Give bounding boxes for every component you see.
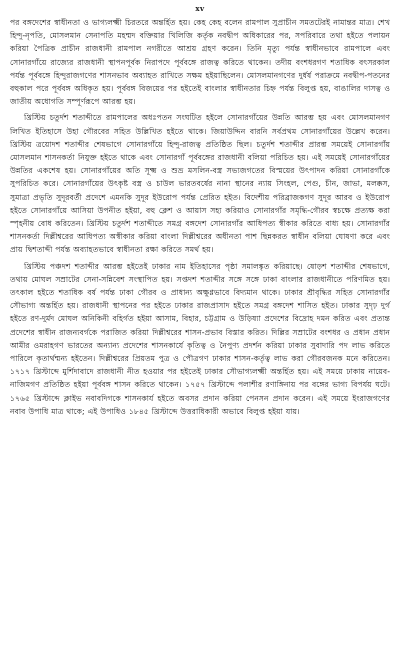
paragraph-3: খ্রিস্টিয় পঞ্চদশ শতাব্দীর আরম্ভ হইতেই ঢাকার নাম ইতিহাসের পৃষ্ঠা সমালঙ্কৃত করিয়াছে। ষোড়শ শতাব্দীর শেষভাগে, তথায় মোঘল সম্রাটের সেনা-সন্নিবেশ সংস্থাপিত হয়। সপ্তদশ শতাব্দীর সঙ্গে সঙ্গে ঢাকা বাংলার রাজধানীতে পরিণমিত হয়। তৎকাল হইতে শতাধিক বর্ষ পর্যন্ত ঢাকা গৌরব ও প্রাধান্য অক্ষুণ্ণভাবে বিদ্যমান থাকে। ঢাকার শ্রীবৃদ্ধির সহিত সোনারগাঁর সৌভাগ্য অন্তর্হিত হয়। রাজধানী স্থাপনের পর হইতে ঢাকার রাজপ্রাসাদ হইতে সমগ্র বঙ্গদেশ শাসিত হইত। ঢাকার সুদৃঢ় দুর্গ হইতে রণ-দুর্মদ মোঘল অনিকিনী বহির্গত হইয়া আসাম, বিহার, চট্টগ্রাম ও উড়িষ্যা প্রদেশের বিদ্রোহ দমন করিত এবং প্রত্যন্ত প্রদেশের স্বাধীন রাজন্যবর্গকে পরাজিত করিয়া দিল্লীশ্বরের শাসন-প্রভাব বিস্তার করিত। দিল্লির সম্রাটের বংশধর ও প্রধান প্রধান আমীর ওমরাহগণ ভারতের অন্যান্য প্রদেশের শাসনকার্যে কৃতিত্ব ও নৈপুণ্য প্রদর্শন করিয়া ঢাকার সুবাদারি পদ লাভ করিতে পারিলে কৃতার্থম্মন্য হইতেন। দিল্লীশ্বরের প্রিয়তম পুত্র ও পৌত্রগণ ঢাকার শাসন-কর্তৃত্ব লাভ করা গৌরবজনক মনে করিতেন। ১৭১৭ খ্রিস্টাব্দে মুর্শিদাবাদে রাজধানী নীত হওয়ার পর হইতেই ঢাকার সৌভাগ্যলক্ষ্মী অন্তর্হিত হয়। এই সময়ে ঢাকায় নায়েব-নাজিমগণ প্রতিষ্ঠিত হইয়া পূর্ববঙ্গ শাসন করিতে থাকেন। ১৭৫৭ খ্রিস্টাব্দে পলাশীর রণাঙ্গিনায় পর বঙ্গের ভাগ্য বিপর্যয় ঘটে। ১৭৬৫ খ্রিস্টাব্দে ক্লাইভ নবাবদিগকে শাসনকার্য হইতে অবসর প্রদান করিয়া পেনসন প্রদান করেন। এই সময়ে ইংরাজগণের নবাব উপাধি মাত্র থাকে; এই উপাধিও ১৮৪৫ খ্রিস্টাব্দে উত্তরাধিকারী অভাবে বিলুপ্ত হইয়া যায়।	[10, 261, 390, 416]
page-number: xv	[195, 4, 205, 13]
paragraph-2: খ্রিস্টিয় চতুর্দশ শতাব্দীতে রামপালের অধঃপতন সংঘটিত হইলে সোনারগাঁয়ের উন্নতি আরম্ভ হয় এবং মোসলমানগণ লিখিত ইতিহাসে উহা গৌরবের সহিত উল্লিখিত হইতে থাকে। জিয়াউদ্দিন বারনি সর্বপ্রথম সোনারগাঁয়ের উল্লেখ করেন। খ্রিস্টিয় ত্রয়োদশ শতাব্দীর শেষভাগে সোনারগাঁয়ে হিন্দু-রাজত্ব প্রতিষ্ঠিত ছিল। চতুর্দশ শতাব্দীর প্রারম্ভ সময়েই সোনারগাঁয় মোসলমান শাসনকর্তা নিযুক্ত হইতে থাকে এবং সোনারগাঁ পূর্ববঙ্গের রাজধানী বলিয়া পরিচিত হয়। এই সময়েই সোনারগাঁয়ের উন্নতির একশেষ হয়। সোনারগাঁয়ের অতি সূক্ষ্ম ও শুভ্র মসলিন-বস্ত্র সভ্যজগতের বিস্ময়ের উৎপাদন করিয়া সোনারগাঁকে সুপরিচিত করে। সোনারগাঁয়ের উৎকৃষ্ট বস্ত্র ও চাউল ভারতবর্ষের নানা স্থানের ন্যায় সিংহল, পেগু, চীন, জাভা, মলক্কস, সুমাত্রা প্রভৃতি সুদূরবর্তী প্রদেশে এমনকি সুদূর ইউরোপ পর্যন্ত প্রেরিত হইত। বিদেশীয় পরিব্রাজকগণ সুদূর আরব ও ইউরোপ হইতে সোনারগাঁয়ে আসিয়া উপনীত হইয়া, বহু ক্লেশ ও আয়াস সহ্য করিয়াও সোনারগাঁর সমৃদ্ধি-গৌরব স্বচক্ষে প্রত্যক্ষ করা স্পৃহনীয় বোধ করিতেন। খ্রিস্টিয় চতুর্দশ শতাব্দীতে সমগ্র বঙ্গদেশ সোনারগাঁর আধিপত্য স্বীকার করিতে বাধ্য হয়। সোনারগাঁর শাসনকর্তা দিল্লীশ্বরের আধিপত্য অস্বীকার করিয়া বাংলা দিল্লীশ্বরের অধীনতা পাশ ছিন্নকরত স্বাধীন বলিয়া ঘোষণা করে এবং প্রায় দ্বিশতাব্দী পর্যন্ত অব্যাহতভাবে স্বাধীনতা রক্ষা করিতে সমর্থ হয়।	[10, 113, 390, 255]
paragraph-1: পর বঙ্গদেশের স্বাধীনতা ও ভাগ্যলক্ষ্মী চিরতরে অন্তর্হিত হয়। কেহ কেহ বলেন রামপাল সুপ্রাচীন সমতটেরই নামান্তর মাত্র। শেখ হিন্দু-নৃপতি, মোসলমান সেনাপতি মহম্মদ বক্তিয়ার খিলিজি কর্তৃক নবদ্বীপ অধিকারের পর, সপরিবারে তথা হইতে পলায়ন করিয়া পৈত্রিক প্রাচীন রাজধানী রামপাল নগরীতে আশ্রয় গ্রহণ করেন। তিনি মৃত্যু পর্যন্ত স্বাধীনভাবে রামপালে এবং সোনারগাঁয়ে রাজ্যের রাজধানী স্থাপনপূর্বক নিরাপদে পূর্ববঙ্গে রাজত্ব করিতে থাকেন। তদীয় বংশধরগণ শতাধিক বৎসরকাল পর্যন্ত পূর্ববঙ্গে হিন্দুরাজগণের শাসনভাব অব্যাহত রাখিতে সক্ষম হইয়াছিলেন। মোসলমানগণের দুর্ধর্ষ পরাক্রমে নবদ্বীপ-পতনের বহুকাল পরে পূর্ববঙ্গ অধিকৃত হয়। পূর্ববঙ্গ বিজয়ের পর হইতেই বাংলার স্বাধীনতার চিহ্ন পর্যন্ত বিলুপ্ত হয়, বাঙালির দাসত্ব ও জাতীয় অধোগতি সম্পূর্ণরূপে আরম্ভ হয়।	[10, 18, 390, 107]
